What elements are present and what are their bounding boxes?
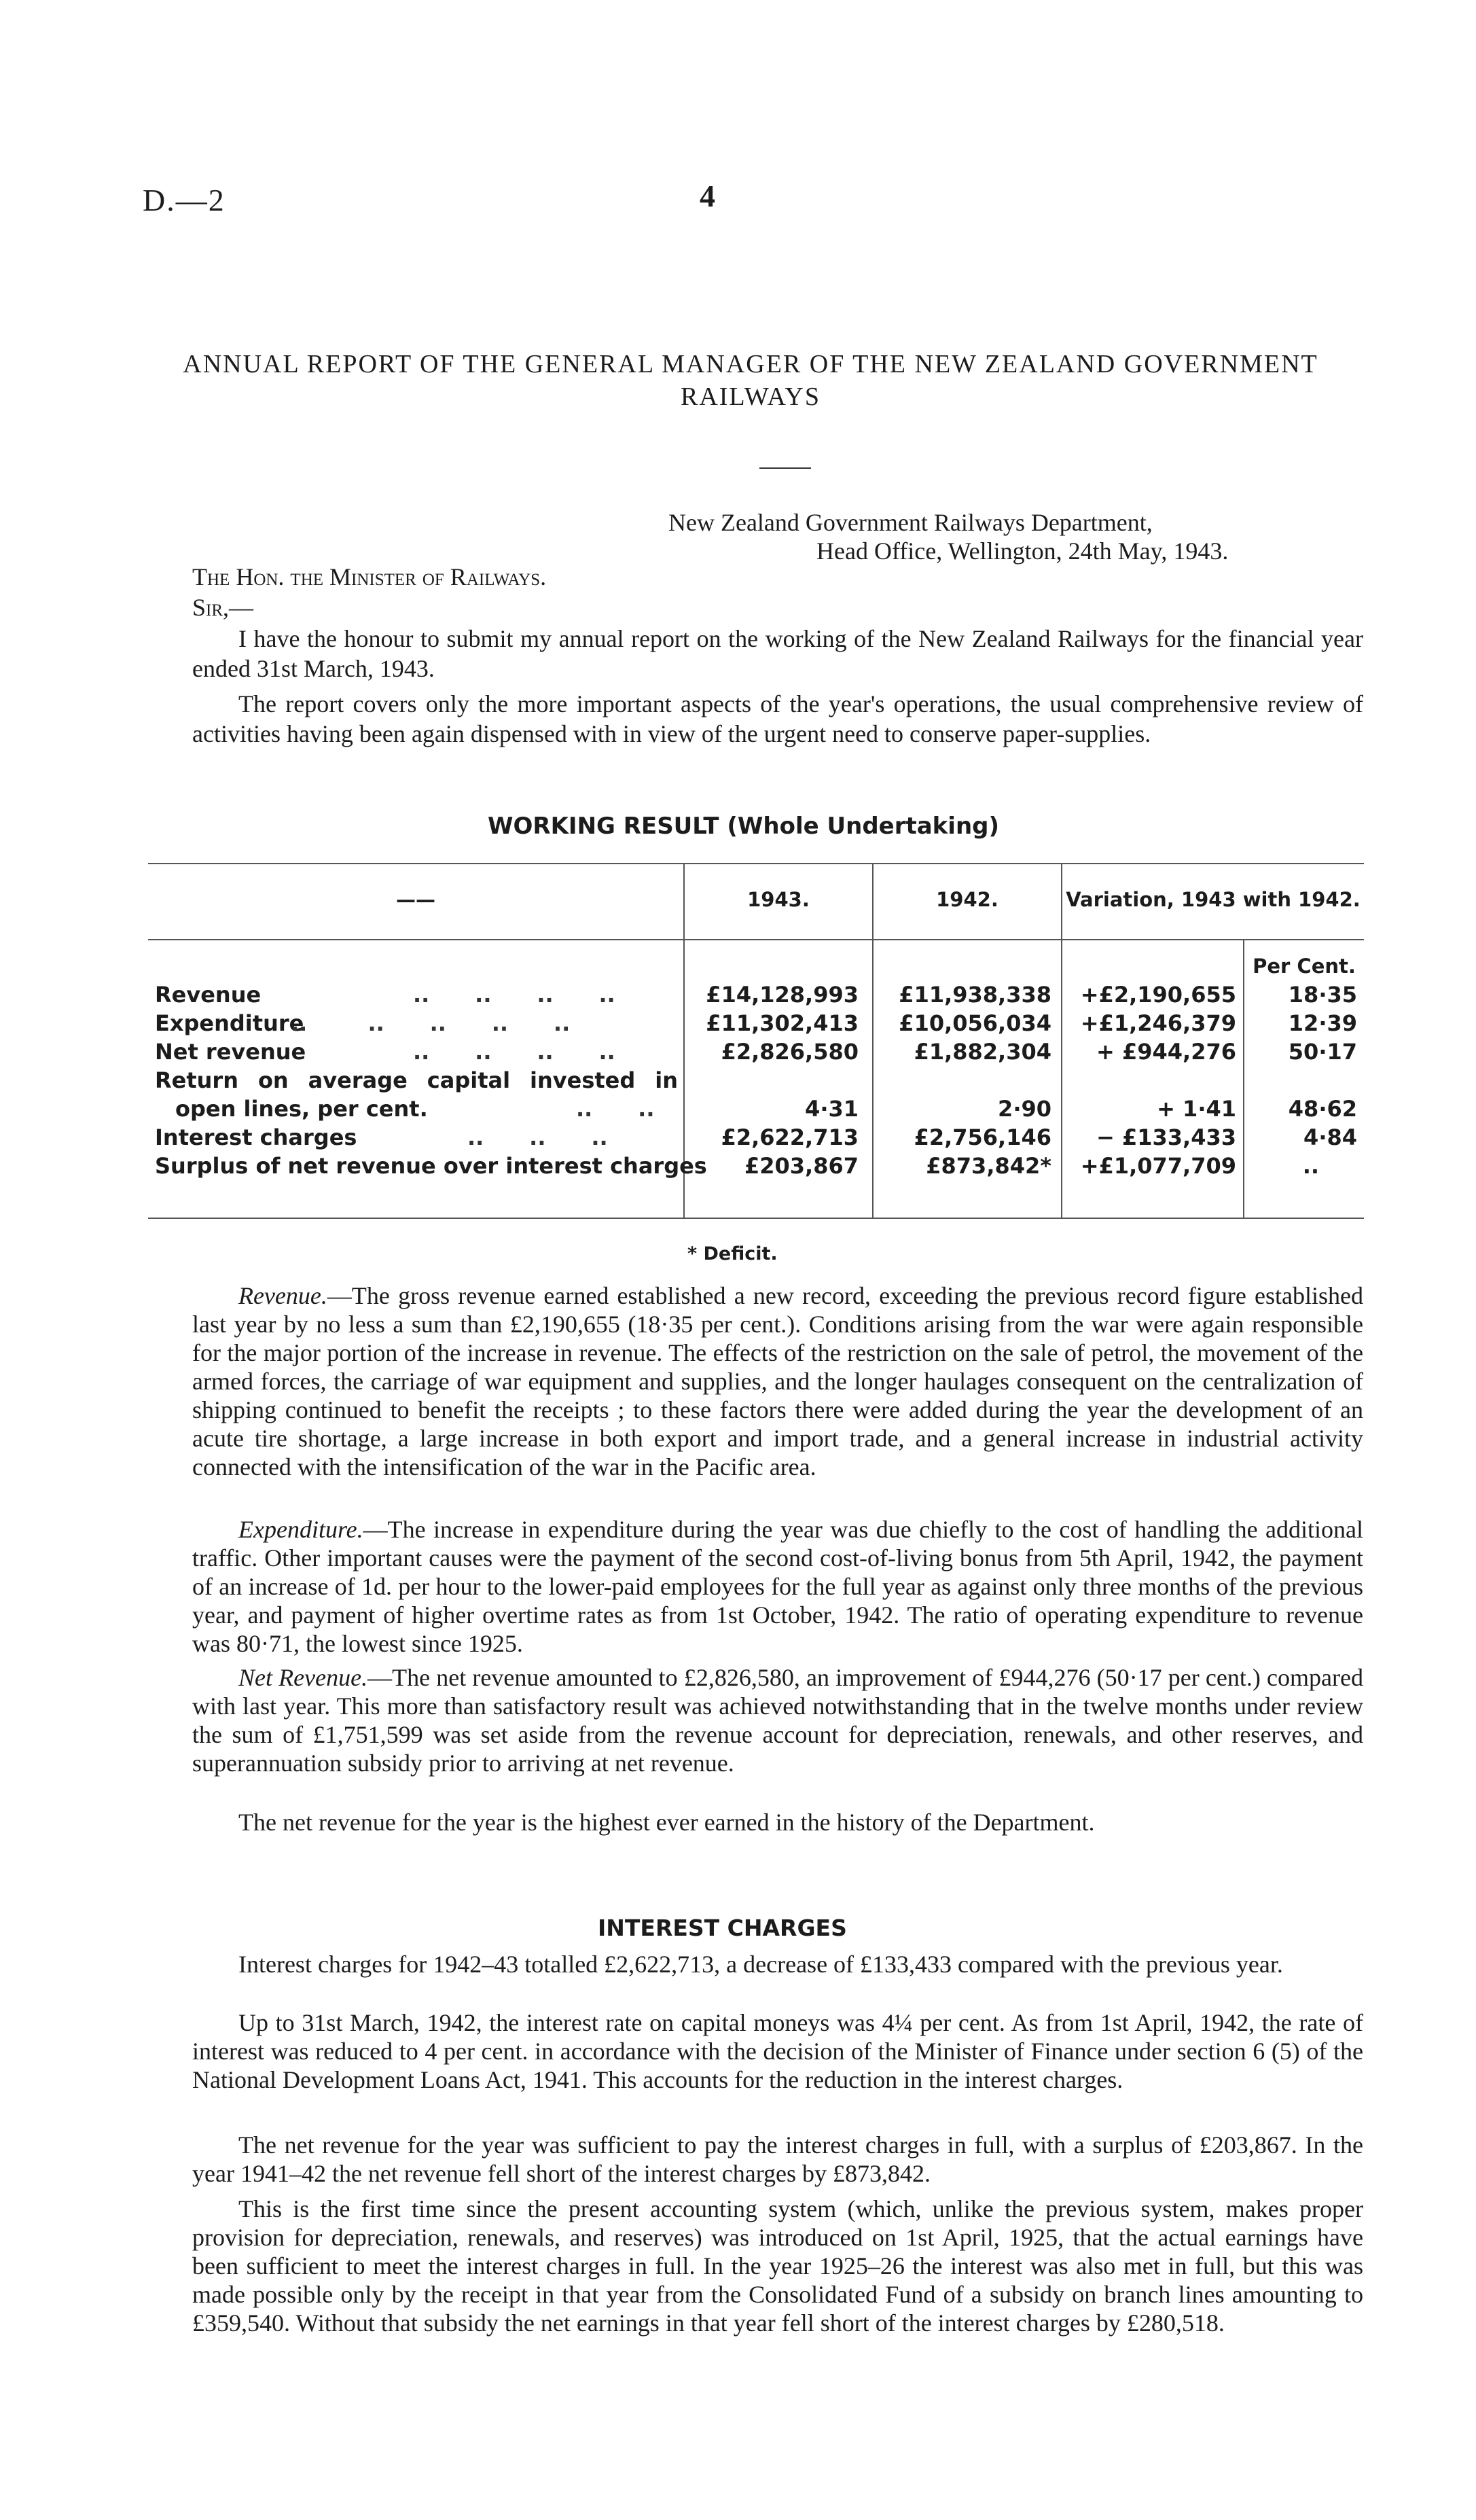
value-percent: .. [1302, 1153, 1319, 1179]
value-1943: £203,867 [744, 1153, 859, 1179]
table-footnote: * Deficit. [687, 1243, 778, 1264]
interest-paragraph-1: Interest charges for 1942–43 totalled £2,622,713, a decrease of £133,433 compared with the previous year. [238, 1951, 1283, 1978]
expenditure-paragraph: Expenditure.—The increase in expenditure during the year was due chiefly to the cost of handling the additional traffic. Other important causes were the payment of the second cost-of-living bonus from 5th April, 1942, the payment of an increase of 1d. per hour to the lower-paid employees for the full year as against only three months of the previous year, and payment of higher overtime rates as from 1st October, 1942. The ratio of operating expenditure to revenue was 80·71, the lowest since 1925. [192, 1516, 1363, 1657]
col-header-1942: 1942. [936, 888, 998, 911]
value-percent: 50·17 [1288, 1039, 1357, 1065]
salutation-recipient: The Hon. the Minister of Railways. [192, 563, 547, 590]
value-percent: 18·35 [1288, 982, 1357, 1008]
row-label-continued: open lines, per cent. [175, 1096, 428, 1122]
value-variation: + 1·41 [1157, 1096, 1236, 1122]
value-variation: + £944,276 [1096, 1039, 1236, 1065]
value-1942: £2,756,146 [914, 1124, 1051, 1150]
value-1942: £873,842* [926, 1153, 1051, 1179]
row-label: Interest charges [155, 1124, 357, 1150]
revenue-paragraph: Revenue.—The gross revenue earned established a new record, exceeding the previous record figure established last year by no less a sum than £2,190,655 (18·35 per cent.). Conditions arising from the war were again responsible for the major portion of the increase in revenue. The effects of the restriction on the sale of petrol, the movement of the armed forces, the carriage of war equipment and supplies, and the longer haulages consequent on the centralization of shipping continued to benefit the receipts ; to these factors there were added during the year the development of an acute tire shortage, a large increase in both export and import trade, and a general increase in industrial activity connected with the intensification of the war in the Pacific area. [192, 1282, 1363, 1480]
table-top-rule [148, 863, 1364, 864]
title-divider [759, 467, 811, 469]
value-variation: +£1,077,709 [1080, 1153, 1236, 1179]
address-line-2: Head Office, Wellington, 24th May, 1943. [816, 537, 1229, 565]
row-label: Revenue [155, 982, 262, 1008]
value-percent: 4·84 [1303, 1124, 1357, 1150]
value-variation: +£1,246,379 [1080, 1010, 1236, 1036]
table-header-rule [148, 939, 1364, 940]
value-1943: £14,128,993 [706, 982, 859, 1008]
leader-dots: .. .. .. .. .. [291, 1010, 571, 1036]
salutation-sir: Sir,— [192, 594, 254, 621]
intro-paragraph-1: I have the honour to submit my annual report on the working of the New Zealand Railways for the financial year ended 31st March, 1943. [192, 625, 1363, 682]
page-number: 4 [700, 179, 715, 213]
col-header-variation: Variation, 1943 with 1942. [1066, 888, 1361, 911]
value-1943: £2,826,580 [721, 1039, 859, 1065]
leader-dots: .. .. .. [467, 1124, 608, 1150]
working-result-heading: WORKING RESULT (Whole Undertaking) [488, 813, 1000, 840]
value-1942: 2·90 [998, 1096, 1051, 1122]
value-variation: +£2,190,655 [1080, 982, 1236, 1008]
value-1943: 4·31 [805, 1096, 859, 1122]
col-header-blank: —— [396, 888, 435, 911]
value-percent: 48·62 [1288, 1096, 1357, 1122]
value-1943: £11,302,413 [706, 1010, 859, 1036]
interest-paragraph-3: The net revenue for the year was sufficient to pay the interest charges in full, with a surplus of £203,867. In the year 1941–42 the net revenue fell short of the interest charges by £873,842. [192, 2131, 1363, 2187]
intro-paragraph-2: The report covers only the more important aspects of the year's operations, the usual comprehensive review of activities having been again dispensed with in view of the urgent need to conserve paper-supplies. [192, 690, 1363, 747]
address-line-1: New Zealand Government Railways Department, [668, 509, 1153, 536]
row-label: Return on average capital invested in [155, 1067, 678, 1093]
interest-paragraph-4: This is the first time since the present accounting system (which, unlike the previous system, makes proper provision for depreciation, renewals, and reserves) was introduced on 1st April, 1925, that the actual earnings have been sufficient to meet the interest charges in full. In the year 1925–26 the interest was also met in full, but this was made possible only by the receipt in that year from the Consolidated Fund of a subsidy on branch lines amounting to £359,540. Without that subsidy the net earnings in that year fell short of the interest charges by £280,518. [192, 2195, 1363, 2337]
leader-dots: .. .. [576, 1096, 655, 1122]
leader-dots: .. .. .. .. [413, 982, 615, 1008]
value-1943: £2,622,713 [721, 1124, 859, 1150]
interest-charges-heading: INTEREST CHARGES [598, 1915, 847, 1941]
col-header-percent: Per Cent. [1253, 955, 1356, 978]
report-title: ANNUAL REPORT OF THE GENERAL MANAGER OF THE NEW ZEALAND GOVERNMENT RAILWAYS [183, 350, 1318, 411]
col-header-1943: 1943. [747, 888, 810, 911]
interest-paragraph-2: Up to 31st March, 1942, the interest rate on capital moneys was 4¼ per cent. As from 1st April, 1942, the rate of interest was reduced to 4 per cent. in accordance with the decision of the Minister of Finance under section 6 (5) of the National Development Loans Act, 1941. This accounts for the reduction in the interest charges. [192, 2009, 1363, 2093]
net-revenue-paragraph: Net Revenue.—The net revenue amounted to £2,826,580, an improvement of £944,276 (50·17 per cent.) compared with last year. This more than satisfactory result was achieved notwithstanding that in the twelve months under review the sum of £1,751,599 was set aside from the revenue account for depreciation, renewals, and other reserves, and superannuation subsidy prior to arriving at net revenue. [192, 1664, 1363, 1777]
table-bottom-rule [148, 1218, 1364, 1219]
leader-dots: .. .. .. .. [413, 1039, 615, 1065]
row-label: Surplus of net revenue over interest charges [155, 1153, 707, 1179]
value-1942: £11,938,338 [899, 982, 1051, 1008]
net-revenue-paragraph-2: The net revenue for the year is the highest ever earned in the history of the Department. [238, 1809, 1095, 1836]
working-result-table [148, 846, 1364, 1240]
document-reference: D.—2 [143, 183, 226, 217]
row-label: Net revenue [155, 1039, 306, 1065]
value-variation: − £133,433 [1096, 1124, 1236, 1150]
row-label: Expenditure [155, 1010, 304, 1036]
value-1942: £1,882,304 [914, 1039, 1051, 1065]
value-1942: £10,056,034 [899, 1010, 1051, 1036]
value-percent: 12·39 [1288, 1010, 1357, 1036]
